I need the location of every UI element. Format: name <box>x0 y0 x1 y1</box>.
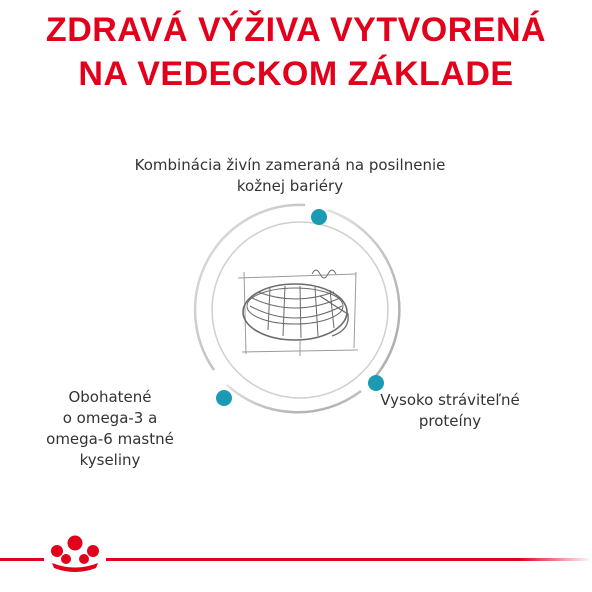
ring-arc-bottom <box>227 385 361 412</box>
benefit-left-line-1: Obohatené <box>68 388 152 406</box>
footer-line-right <box>106 558 592 561</box>
benefit-top-line-2: kožnej bariéry <box>236 177 344 195</box>
brand-footer <box>0 530 592 580</box>
benefits-ring <box>180 190 420 430</box>
accent-dot-right <box>368 375 384 391</box>
benefit-omega-fatty-acids <box>30 387 190 471</box>
page-title <box>0 8 592 96</box>
benefit-left-line-4: kyseliny <box>79 451 141 469</box>
benefit-right-line-1: Vysoko stráviteľné <box>380 391 520 409</box>
title-line-2: NA VEDECKOM ZÁKLADE <box>78 55 514 93</box>
title-line-1: ZDRAVÁ VÝŽIVA VYTVORENÁ <box>45 11 547 49</box>
accent-dot-left <box>216 390 232 406</box>
kibble-sketch-icon <box>238 270 366 356</box>
footer-line-left <box>0 558 44 561</box>
benefits-diagram <box>180 190 420 430</box>
benefit-left-line-3: omega-6 mastné <box>46 430 174 448</box>
brand-footer-graphic <box>0 530 592 580</box>
benefit-right-line-2: proteíny <box>418 412 482 430</box>
benefit-left-line-2: o omega-3 a <box>62 409 158 427</box>
accent-dot-top <box>311 209 327 225</box>
benefit-top-line-1: Kombinácia živín zameraná na posilnenie <box>134 156 446 174</box>
royal-canin-crown-icon <box>51 536 99 573</box>
